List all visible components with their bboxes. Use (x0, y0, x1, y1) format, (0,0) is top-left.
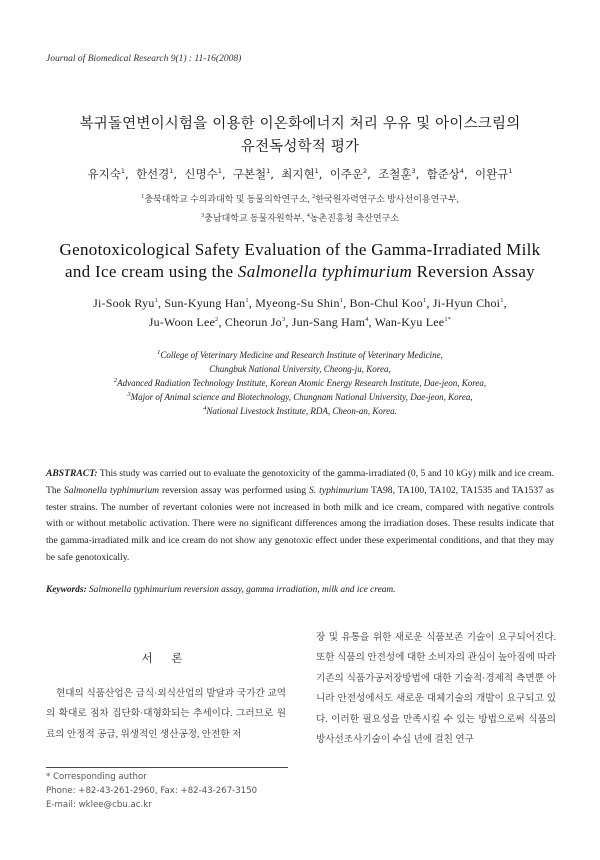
english-title-species: Salmonella typhimurium (237, 262, 413, 281)
section-heading-introduction: 서 론 (141, 653, 191, 665)
korean-author-affil-mark: 1 (508, 167, 513, 176)
intro-left-column (46, 684, 286, 745)
abstract (46, 466, 554, 567)
english-author-affil-mark: 1 (500, 297, 504, 304)
english-authors-line-2: Ju-Woon Lee$^2$, Cheorun Jo$^3$, Jun-Sang Ham$^4$, Wan-Kyu Lee$^{1*}$ (148, 315, 452, 329)
english-author-name: Ji-Sook Ryu (93, 296, 155, 310)
english-affiliation-mark: 4 (203, 405, 207, 412)
korean-author-name: 이완규 (475, 167, 509, 181)
korean-affiliation-text: 한국원자력연구소 방사선이용연구부, (315, 194, 459, 204)
journal-citation: Journal of Biomedical Research 9(1) : 11-16(2008) (46, 54, 242, 64)
intro-left-paragraph: 현대의 식품산업은 급식·외식산업의 발달과 국가간 교역의 확대로 점차 집단화·대형화되는 추세이다. 그러므로 원료의 안정적 공급, 위생적인 생산공정, 안전한 저 (46, 688, 286, 740)
korean-author-affil-mark: 3 (411, 167, 416, 176)
keywords-text: Salmonella typhimurium reversion assay, gamma irradiation, milk and ice cream. (86, 585, 396, 595)
english-title-line-2-post: Reversion Assay (412, 262, 535, 281)
english-author-affil-mark: 1 (245, 297, 249, 304)
korean-author-name: 이주운 (329, 167, 364, 181)
korean-affiliation-mark: 4 (306, 212, 310, 219)
english-author-name: Sun-Kyung Han (164, 296, 246, 310)
korean-author-name: 한선경 (135, 167, 170, 181)
footnote-phone: Phone: +82-43-261-2960, Fax: +82-43-267-3150 (46, 786, 258, 796)
english-affiliation-0 (0, 350, 600, 360)
english-author-name: Cheorun Jo (224, 315, 282, 329)
english-affiliation-text: Chungbuk National University, Cheong-ju, Korea, (209, 364, 391, 374)
keywords-label: Keywords: (46, 585, 87, 595)
english-title-line-2 (0, 262, 600, 282)
korean-author-name: 조철훈 (378, 167, 412, 181)
korean-affiliation-mark: 3 (200, 212, 205, 219)
english-author-affil-mark: 4 (365, 316, 369, 323)
english-affiliation-text: National Livestock Institute, RDA, Cheon-an, Korea. (206, 406, 397, 416)
abstract-label: ABSTRACT: (46, 468, 98, 479)
korean-author-name: 함준상 (426, 167, 460, 181)
abstract-text: reversion assay was performed using (159, 484, 309, 496)
korean-authors: 유지숙$^1$, 한선경$^1$, 신명수$^1$, 구본철$^1$, 최지현$^1$, 이주운$^2$, 조철훈$^3$, 함준상$^4$, 이완규$^1$ (87, 167, 513, 181)
korean-affiliation-mark: 1 (141, 193, 145, 200)
english-authors-line-1: Ji-Sook Ryu$^1$, Sun-Kyung Han$^1$, Myeong-Su Shin$^1$, Bon-Chul Koo$^1$, Ji-Hyun Choi$^1$, (93, 296, 507, 310)
english-affiliation-mark: 1 (157, 349, 161, 356)
footnote-corresponding: * Corresponding author (46, 772, 147, 782)
korean-affiliations-line-1 (0, 192, 600, 205)
english-title-line-1: Genotoxicological Safety Evaluation of the Gamma-Irradiated Milk (59, 240, 541, 259)
english-author-affil-mark: 1 (422, 297, 427, 304)
intro-right-paragraph: 장 및 유통을 위한 새로운 식품보존 기술이 요구되어진다. 또한 식품의 안전성에 대한 소비자의 관심이 높아짐에 따라 기존의 식품가공저장방법에 대한 기술적·경제적 측면뿐 아니라 안전성에서도 새로운 대체기술의 개발이 요구되고 있다. 이러한 필요성을 만족시킬 수 있는 방법으로써 식품의 방사선조사기술이 수십 년에 걸친 연구 (316, 632, 556, 746)
korean-author-affil-mark: 1 (217, 167, 222, 176)
korean-author-name: 최지현 (281, 167, 315, 181)
korean-author-affil-mark: 1 (266, 167, 271, 176)
english-author-affil-mark: 2 (215, 316, 219, 323)
english-affiliation-text: College of Veterinary Medicine and Research Institute of Veterinary Medicine, (160, 350, 443, 360)
korean-affiliation-text: 충북대학교 수의과대학 및 동물의학연구소, (144, 194, 313, 204)
abstract-species-name: S. typhimurium (309, 484, 369, 496)
korean-author-name: 신명수 (184, 167, 218, 181)
english-author-affil-mark: 3 (281, 316, 286, 323)
korean-title-line-1: 복귀돌연변이시험을 이용한 이온화에너지 처리 우유 및 아이스크림의 (79, 116, 521, 132)
korean-affiliations-line-2 (0, 211, 600, 224)
korean-author-affil-mark: 4 (459, 167, 465, 176)
intro-right-column (316, 628, 556, 750)
english-affiliation-mark: 3 (127, 391, 131, 398)
korean-title-line-2: 유전독성학적 평가 (240, 139, 360, 155)
english-author-affil-mark: 1 (339, 297, 344, 304)
english-title-line-2-pre: and Ice cream using the (65, 262, 238, 281)
footnote-divider (46, 767, 288, 768)
english-affiliation-text: Advanced Radiation Technology Institute, Korean Atomic Energy Research Institute, Dae-jeon, Korea, (117, 378, 487, 388)
english-affiliation-2 (0, 378, 600, 388)
english-author-name: Jun-Sang Ham (291, 315, 366, 329)
korean-author-name: 구본철 (232, 167, 267, 181)
english-affiliation-1 (0, 364, 600, 374)
footnote-email: E-mail: wklee@cbu.ac.kr (46, 800, 152, 810)
english-affiliation-4 (0, 406, 600, 416)
korean-author-name: 유지숙 (87, 167, 121, 181)
english-author-name: Bon-Chul Koo (349, 296, 423, 310)
abstract-text: This study was carried out to evaluate the genotoxicity of the gamma-irradiated (0, 5 and 10 kGy) milk and ice cream. The (46, 468, 554, 496)
abstract-text: TA98, TA100, TA102, TA1535 and TA1537 as tester strains. The number of revertant colonies were not increased in both milk and ice cream, compared with negative controls with or without metabolic activation. There were no significant differences among the irradiation doses. These results indicate that the gamma-irradiated milk and ice cream do not show any genotoxic effect under these experimental conditions, and that they may be safe genotoxically. (46, 484, 554, 563)
english-author-name: Wan-Kyu Lee (374, 315, 445, 329)
english-author-name: Ji-Hyun Choi (432, 296, 501, 310)
korean-affiliation-text: 충남대학교 동물자원학부, (204, 213, 307, 223)
korean-affiliation-text: 농촌진흥청 축산연구소 (309, 213, 400, 223)
english-author-affil-mark: 1 (154, 297, 158, 304)
english-affiliation-text: Major of Animal science and Biotechnology, Chungnam National University, Dae-jeon, Korea, (130, 392, 473, 402)
english-affiliation-mark: 2 (113, 377, 118, 384)
abstract-species-name: Salmonella typhimurium (63, 484, 160, 496)
english-affiliation-3 (0, 392, 600, 402)
korean-author-affil-mark: 1 (120, 167, 125, 176)
english-author-name: Myeong-Su Shin (255, 296, 340, 310)
korean-affiliation-mark: 2 (312, 193, 316, 200)
korean-author-affil-mark: 1 (314, 167, 319, 176)
korean-author-affil-mark: 1 (169, 167, 174, 176)
english-author-affil-mark: 1* (444, 316, 452, 323)
keywords (46, 585, 566, 595)
english-author-name: Ju-Woon Lee (148, 315, 215, 329)
korean-author-affil-mark: 2 (363, 167, 368, 176)
